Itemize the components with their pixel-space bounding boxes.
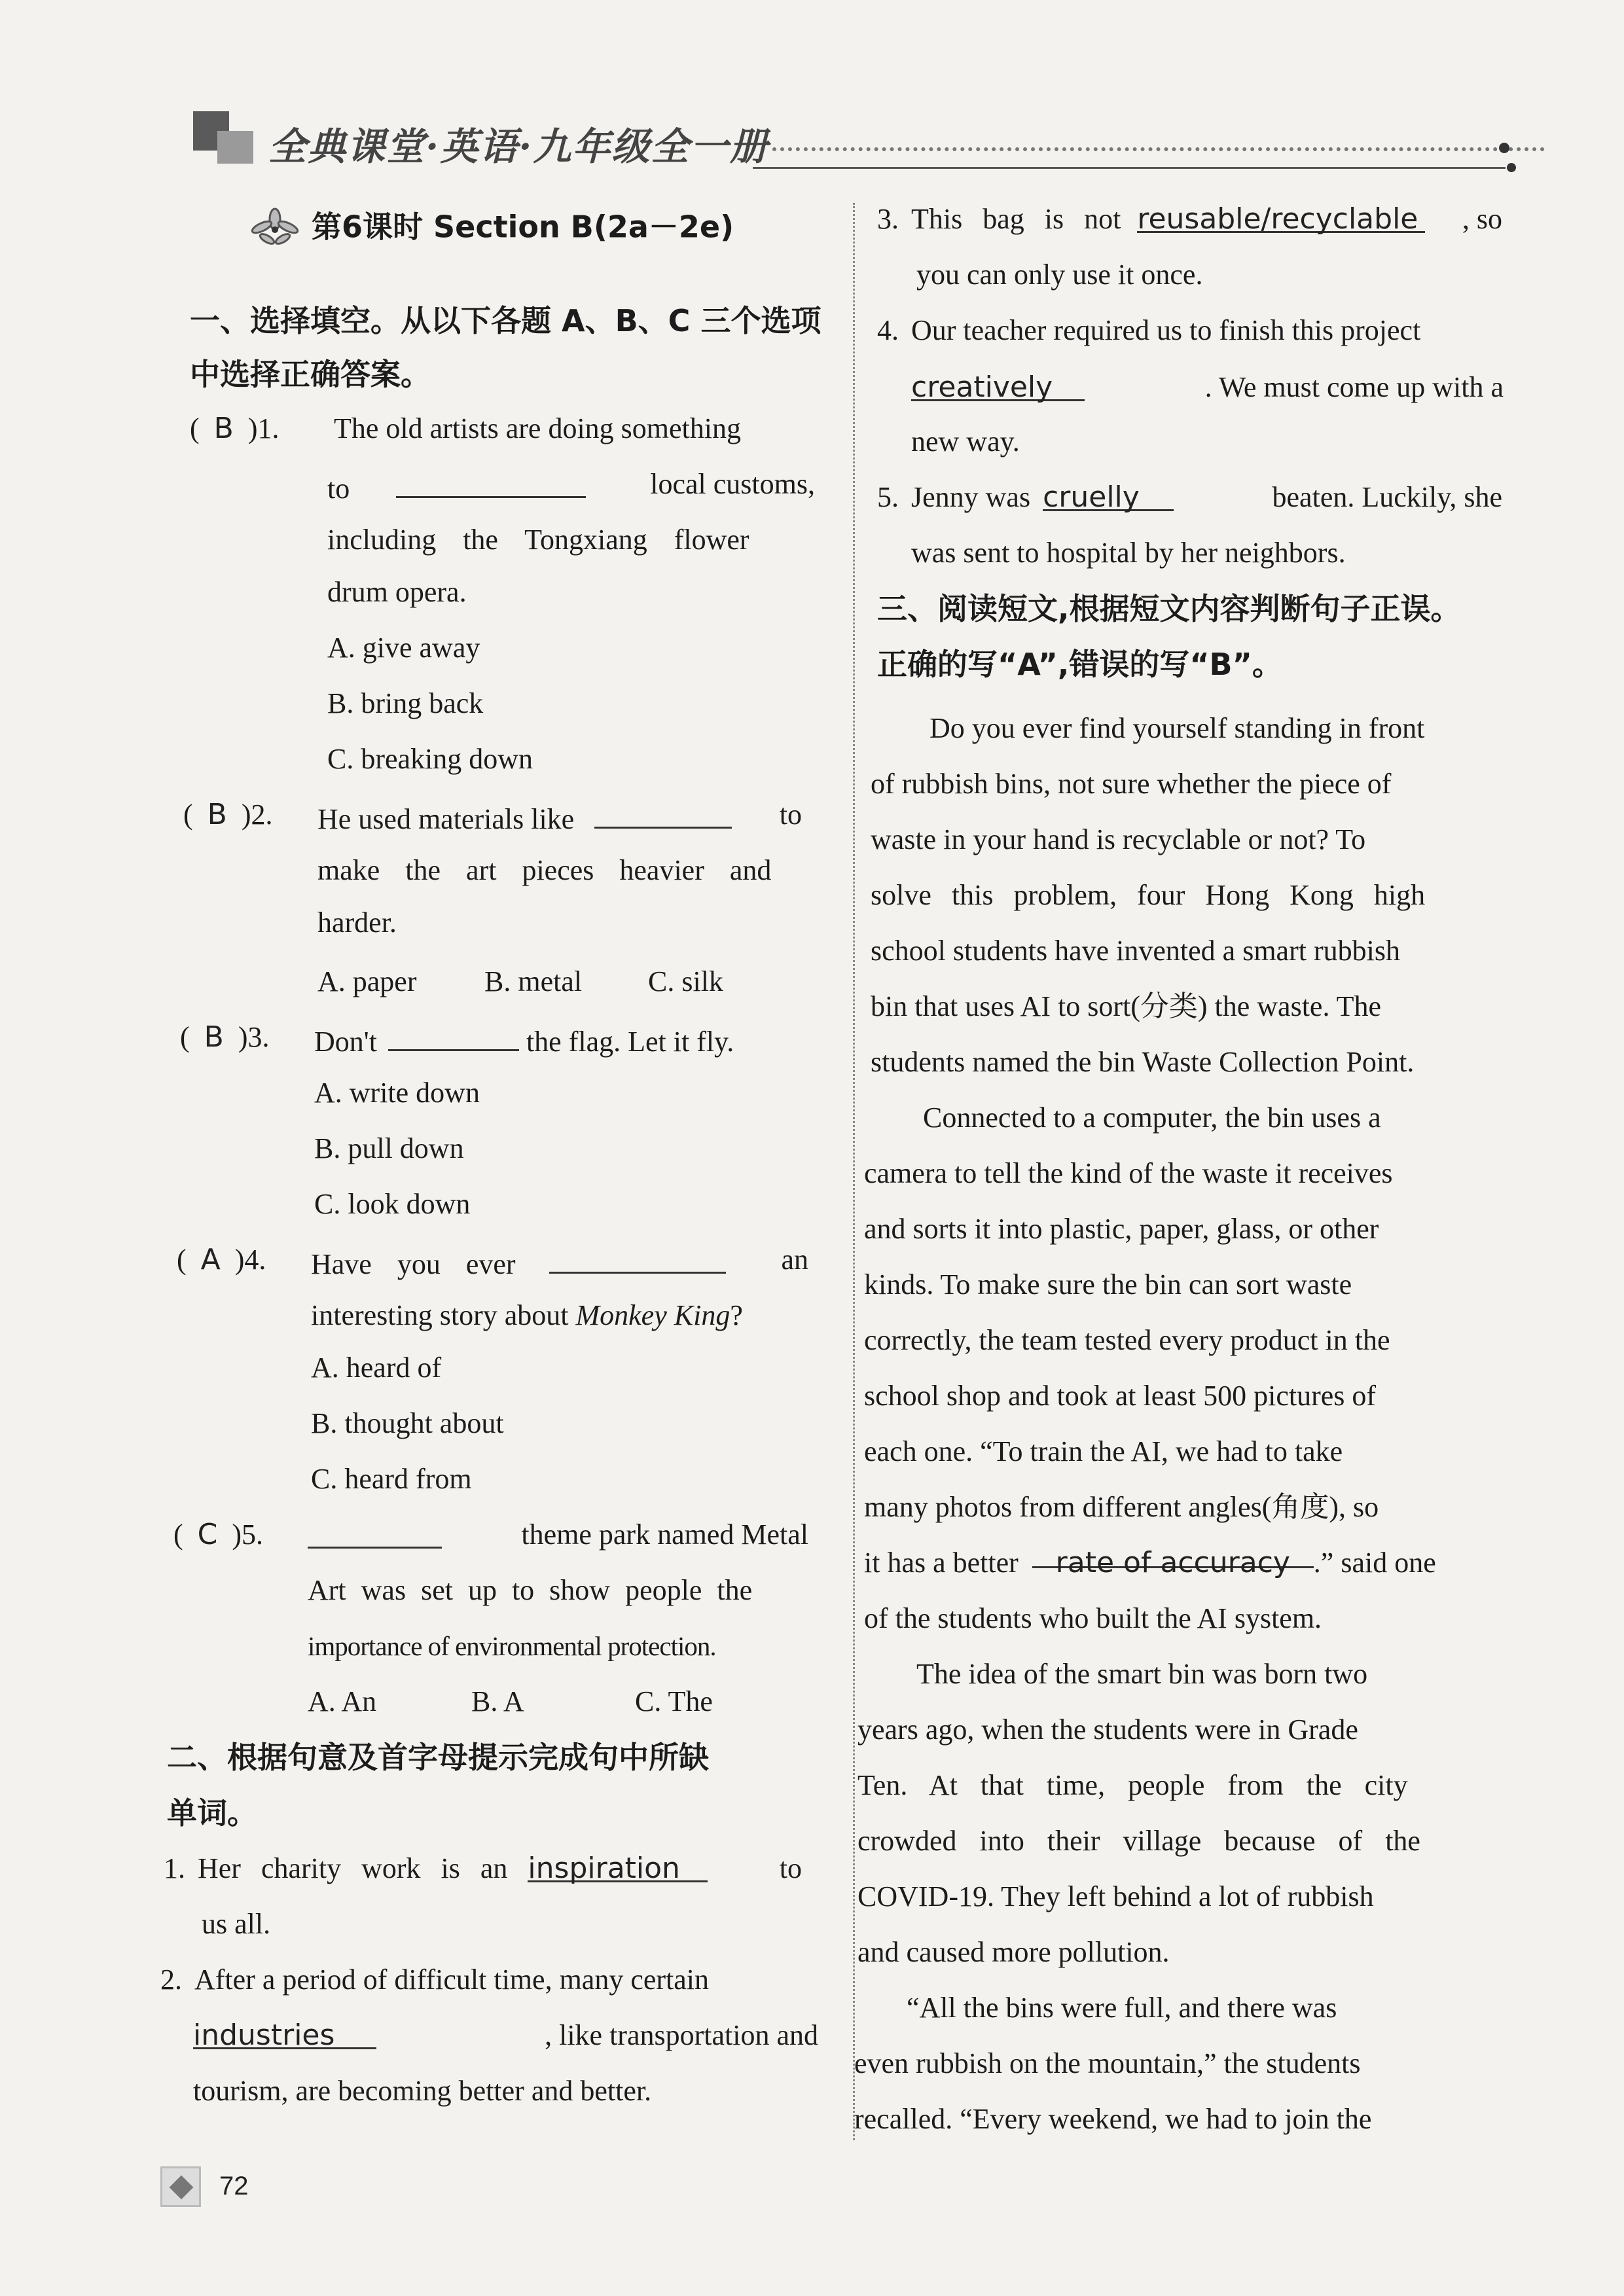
answer-blank[interactable] xyxy=(594,795,732,829)
answer-blank[interactable]: creatively xyxy=(911,368,1085,401)
reading-paragraph-2: Connected to a computer, the bin uses a camera to tell the kind of the waste it receives and sorts it into plastic, paper, glass, or other kinds. To make sure the bin can sort waste correctly, the team tested every product in the school shop and took at least 500 pictures of each one. “To train the AI, we had to take many photos from different angles(角度), so it has a better rate of accuracy .” said one of the students who built the AI system. xyxy=(864,1102,1436,1634)
option-c[interactable]: C. look down xyxy=(314,1188,471,1220)
answer-blank[interactable] xyxy=(388,1018,519,1051)
section3-heading-cont: 正确的写“A”,错误的写“B”。 xyxy=(877,647,1282,682)
column-divider xyxy=(853,203,855,2140)
question-text: make the art pieces heavier and xyxy=(317,854,772,886)
question-text: The old artists are doing something xyxy=(334,412,741,444)
answer-blank[interactable] xyxy=(549,1240,726,1274)
question-text: drum opera. xyxy=(327,576,467,608)
option-c[interactable]: C. heard from xyxy=(311,1463,472,1495)
answer-blank[interactable]: cruelly xyxy=(1043,478,1174,511)
option-c[interactable]: C. silk xyxy=(648,965,723,997)
answer-blank[interactable] xyxy=(308,1515,442,1549)
reading-paragraph-4: “All the bins were full, and there was even rubbish on the mountain,” the students recalled. “Every weekend, we had to join the xyxy=(854,1992,1372,2135)
option-a[interactable]: A. give away xyxy=(327,632,480,664)
mc-question-4: ( A )4. xyxy=(177,1243,266,1276)
option-a[interactable]: A. An xyxy=(308,1685,377,1717)
question-text: including the Tongxiang flower xyxy=(327,524,749,556)
mc-question-2: ( B )2. xyxy=(183,798,273,831)
answer-blank[interactable]: rate of accuracy xyxy=(1032,1535,1314,1568)
page-header xyxy=(183,101,1519,180)
question-text: importance of environmental protection. xyxy=(308,1631,716,1661)
reading-paragraph-1: Do you ever find yourself standing in front of rubbish bins, not sure whether the piece of waste in your hand is recyclable or not? To solve this problem, four Hong Kong high school students have invented a smart rubbish bin that uses AI to sort(分类) the waste. The students named the bin Waste Collection Point. xyxy=(871,712,1426,1078)
lesson-title xyxy=(249,206,734,252)
question-text: tourism, are becoming better and better. xyxy=(193,2075,652,2107)
option-a[interactable]: A. heard of xyxy=(311,1352,442,1384)
answer-blank[interactable]: reusable/recyclable xyxy=(1137,200,1425,233)
question-text: industries , like transportation and xyxy=(193,2016,818,2055)
fill-question-3: 3. This bag is not reusable/recyclable , so xyxy=(877,200,1502,239)
lesson-title-text: 第6课时 Section B(2a－2e) xyxy=(312,209,734,245)
section1-heading: 一、选择填空。从以下各题 A、B、C 三个选项 xyxy=(190,303,821,338)
page-number-text: 72 xyxy=(219,2172,249,2200)
question-text: theme park named Metal xyxy=(308,1515,815,1559)
option-c[interactable]: C. The xyxy=(635,1685,713,1717)
reading-paragraph-3: The idea of the smart bin was born two years ago, when the students were in Grade Ten. At that time, people from the city crowded into their village because of the COVID-19. They left behind a lot of rubbish and caused more pollution. xyxy=(857,1658,1420,1968)
question-text: creatively . We must come up with a xyxy=(911,368,1504,407)
question-text: was sent to hospital by her neighbors. xyxy=(911,537,1346,569)
question-text: He used materials like to xyxy=(317,795,815,839)
fill-question-5: 5. Jenny was cruelly beaten. Luckily, she xyxy=(877,478,1502,517)
section2-heading: 二、根据句意及首字母提示完成句中所缺 xyxy=(167,1740,709,1775)
answer-mark: B xyxy=(204,1020,224,1054)
answer-blank[interactable]: inspiration xyxy=(528,1849,708,1882)
page-diamond-icon xyxy=(160,2166,201,2207)
option-b[interactable]: B. bring back xyxy=(327,687,484,719)
question-text: Don't the flag. Let it fly. xyxy=(314,1018,734,1062)
header-dotted-rule xyxy=(772,147,1545,151)
option-a[interactable]: A. write down xyxy=(314,1077,480,1109)
fill-question-4: 4. Our teacher required us to finish this project xyxy=(877,314,1421,346)
answer-mark: B xyxy=(207,798,227,831)
question-text: Art was set up to show people the xyxy=(308,1574,753,1606)
answer-blank[interactable] xyxy=(396,465,586,498)
answer-mark: A xyxy=(200,1243,221,1276)
option-b[interactable]: B. thought about xyxy=(311,1407,504,1439)
answer-mark: C xyxy=(197,1518,218,1551)
question-text: us all. xyxy=(202,1908,271,1940)
question-text: new way. xyxy=(911,425,1020,457)
answer-mark: B xyxy=(213,412,234,445)
option-b[interactable]: B. metal xyxy=(484,965,583,997)
fill-question-1: 1. Her charity work is an inspiration to xyxy=(164,1849,802,1888)
header-rule xyxy=(753,167,1506,169)
option-b[interactable]: B. pull down xyxy=(314,1132,464,1164)
question-text: Have you ever an xyxy=(311,1240,815,1284)
book-title: 全典课堂·英语·九年级全一册 xyxy=(268,124,769,169)
question-text: interesting story about Monkey King? xyxy=(311,1299,743,1331)
option-b[interactable]: B. A xyxy=(471,1685,524,1717)
fill-question-2: 2. After a period of difficult time, many certain xyxy=(160,1964,710,1996)
question-text: harder. xyxy=(317,906,397,939)
answer-blank[interactable]: industries xyxy=(193,2016,376,2049)
logo-block-icon xyxy=(217,131,253,164)
mc-question-3: ( B )3. xyxy=(180,1020,270,1054)
header-dot-icon xyxy=(1499,143,1509,153)
header-dot-icon xyxy=(1507,163,1516,172)
flower-icon xyxy=(249,206,301,252)
section1-heading-cont: 中选择正确答案。 xyxy=(190,357,431,392)
section2-heading-cont: 单词。 xyxy=(167,1795,257,1831)
question-text: you can only use it once. xyxy=(916,259,1203,291)
option-a[interactable]: A. paper xyxy=(317,965,417,997)
mc-question-1: ( B )1. xyxy=(190,412,280,445)
question-text: to local customs, xyxy=(327,465,815,509)
option-c[interactable]: C. breaking down xyxy=(327,743,533,775)
mc-question-5: ( C )5. xyxy=(173,1518,264,1551)
section3-heading: 三、阅读短文,根据短文内容判断句子正误。 xyxy=(877,591,1461,626)
